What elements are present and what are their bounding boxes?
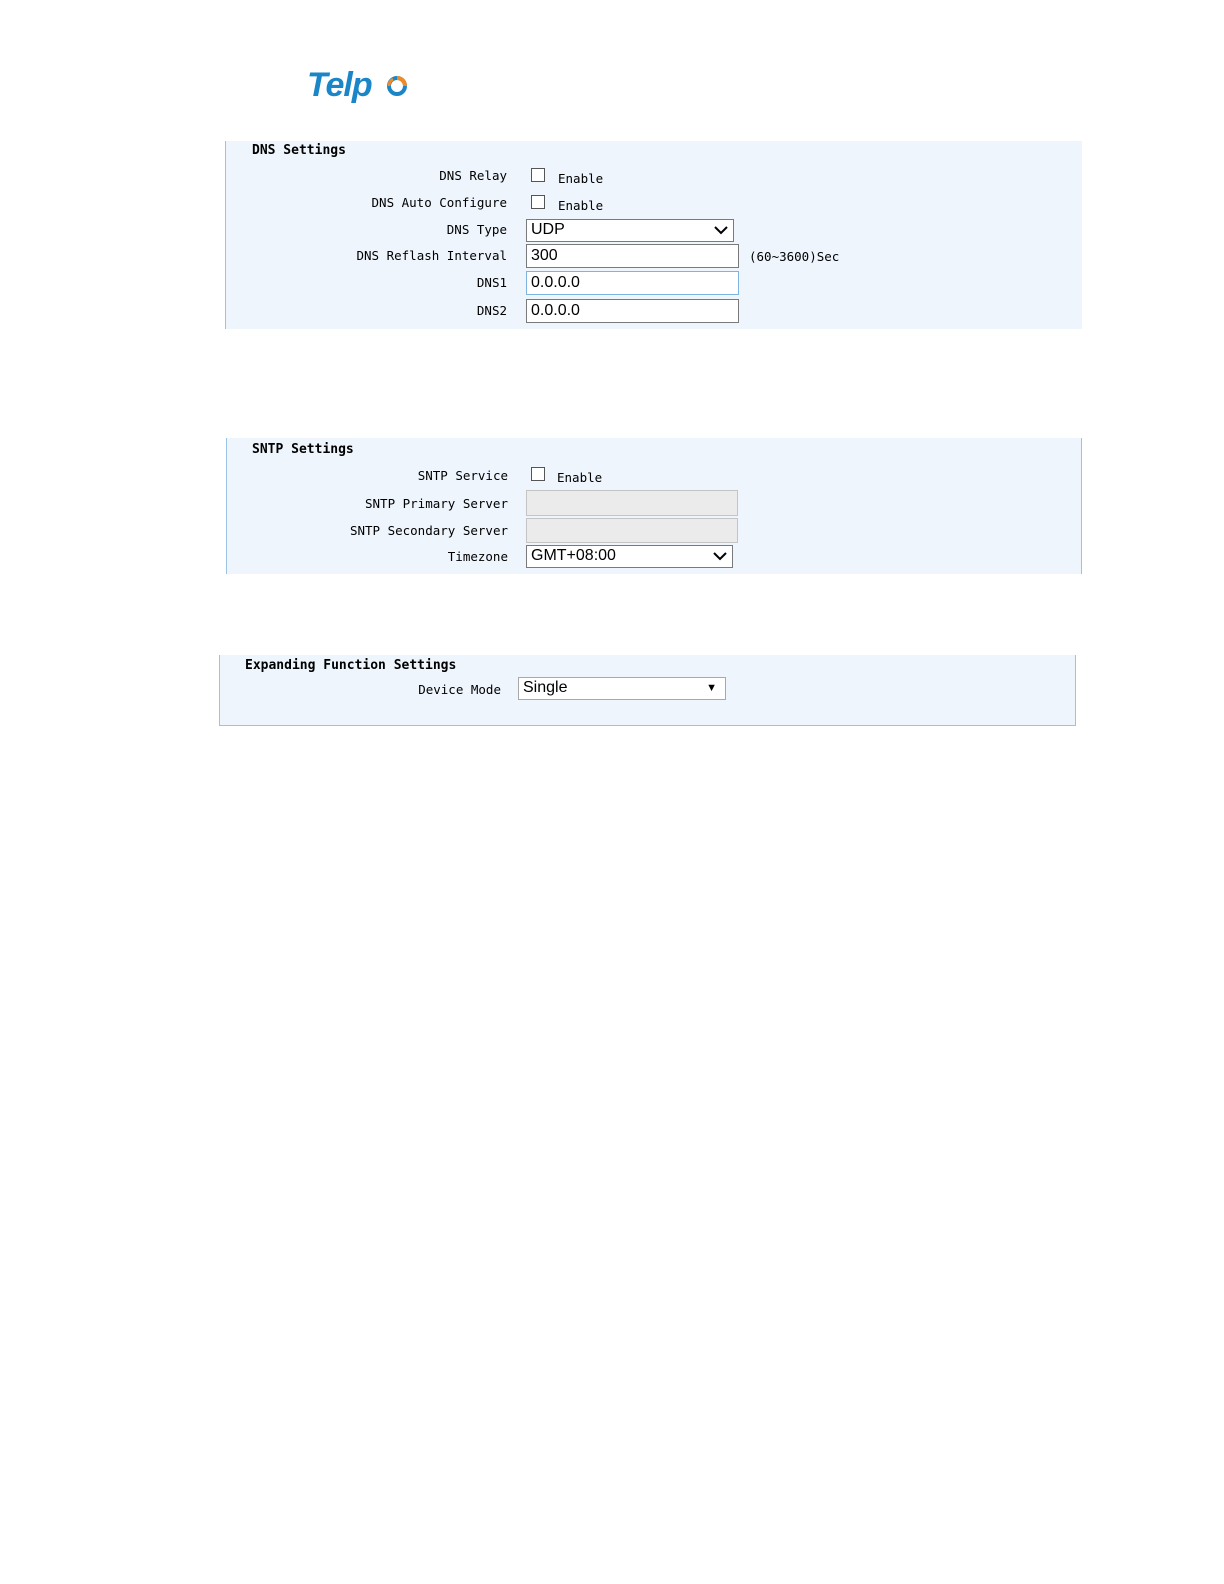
dns2-input[interactable]: 0.0.0.0 [526,299,739,323]
dns1-input[interactable]: 0.0.0.0 [526,271,739,295]
dns-settings-panel [225,141,1082,329]
device-mode-label: Device Mode [418,682,501,697]
dns-type-value: UDP [531,221,565,238]
logo-text: Telp [307,66,372,104]
sntp-service-label: SNTP Service [417,468,508,483]
sntp-settings-title: SNTP Settings [252,442,354,457]
sntp-secondary-server-input[interactable] [526,518,738,543]
dns1-label: DNS1 [476,275,507,290]
timezone-select[interactable] [526,545,733,568]
dns-auto-configure-checkbox[interactable] [531,195,545,209]
device-mode-select[interactable] [518,677,726,700]
sntp-secondary-server-label: SNTP Secondary Server [349,523,508,538]
dns-reflash-interval-label: DNS Reflash Interval [356,248,507,263]
dns-interval-range-hint: (60~3600)Sec [749,249,840,264]
dns-reflash-interval-input[interactable]: 300 [526,244,739,268]
dns-relay-enable-label: Enable [558,171,604,186]
dns-relay-label: DNS Relay [439,168,507,183]
expanding-function-settings-title: Expanding Function Settings [245,658,457,673]
sntp-service-enable-label: Enable [557,470,603,485]
sntp-service-checkbox[interactable] [531,467,545,481]
logo-o-swirl-icon [385,74,409,98]
dns-relay-checkbox[interactable] [531,168,545,182]
chevron-down-icon [712,549,728,563]
timezone-label: Timezone [447,549,508,564]
triangle-down-icon: ▼ [706,682,717,694]
device-mode-value: Single [523,679,568,696]
dns-auto-configure-enable-label: Enable [558,198,604,213]
timezone-value: GMT+08:00 [531,547,616,564]
dns2-label: DNS2 [476,303,507,318]
dns-auto-configure-label: DNS Auto Configure [371,195,507,210]
telpo-logo [307,66,407,106]
expanding-function-settings-panel [219,655,1076,726]
dns-type-label: DNS Type [446,222,507,237]
sntp-primary-server-label: SNTP Primary Server [365,496,508,511]
sntp-settings-panel [226,438,1082,574]
sntp-primary-server-input[interactable] [526,490,738,516]
chevron-down-icon [713,223,729,237]
dns-type-select[interactable] [526,219,734,242]
dns-settings-title: DNS Settings [252,143,346,158]
